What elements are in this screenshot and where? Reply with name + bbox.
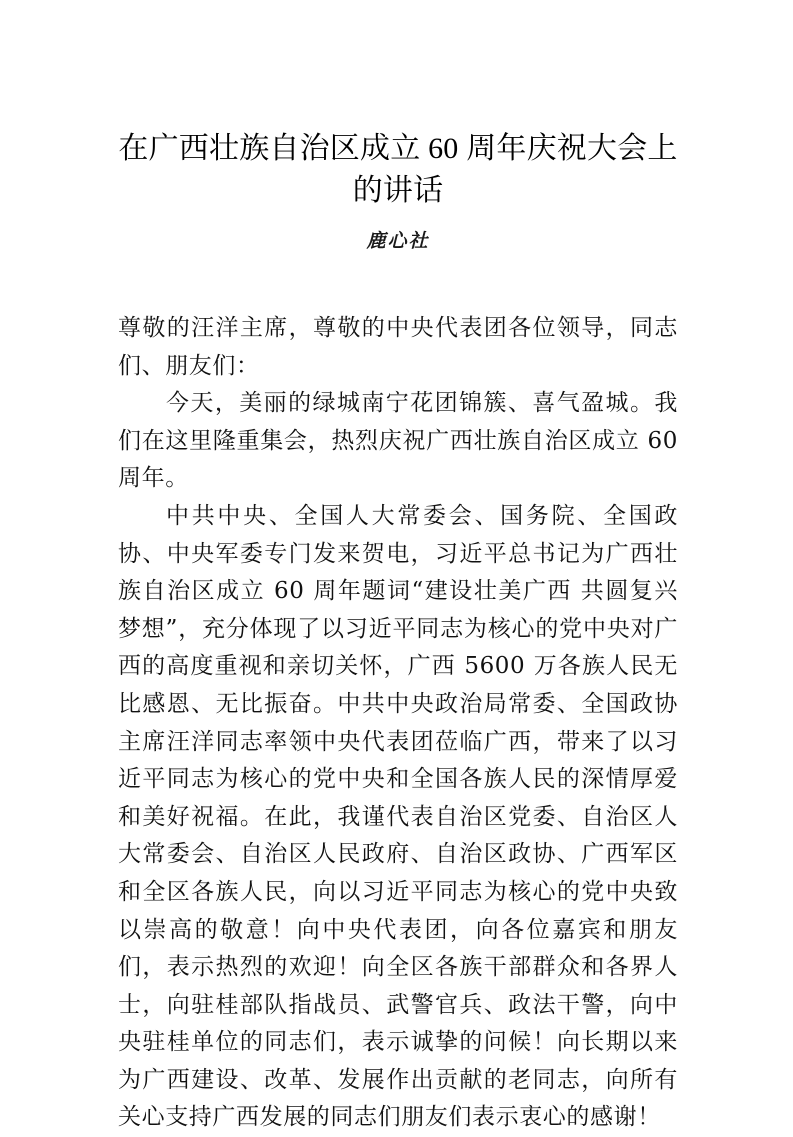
page-title: 在广西壮族自治区成立 60 周年庆祝大会上的讲话 [118,132,678,207]
document-body [118,310,678,1137]
paragraph-1: 今天，美丽的绿城南宁花团锦簇、喜气盈城。我们在这里隆重集会，热烈庆祝广西壮族自治区成立 60 周年。 [118,390,678,492]
paragraph-2: 中共中央、全国人大常委会、国务院、全国政协、中央军委专门发来贺电，习近平总书记为广西壮族自治区成立 60 周年题词“建设壮美广西 共圆复兴梦想”，充分体现了以习近平同志为核心的党中央对广西的高度重视和亲切关怀，广西 5600 万各族人民无比感恩、无比振奋。中共中央政治局常委、全国政协主席汪洋同志率领中央代表团莅临广西，带来了以习近平同志为核心的党中央和全国各族人民的深情厚爱和美好祝福。在此，我谨代表自治区党委、自治区人大常委会、自治区人民政府、自治区政协、广西军区和全区各族人民，向以习近平同志为核心的党中央致以崇高的敬意！向中央代表团，向各位嘉宾和朋友们，表示热烈的欢迎！向全区各族干部群众和各界人士，向驻桂部队指战员、武警官兵、政法干警，向中央驻桂单位的同志们，表示诚挚的问候！向长期以来为广西建设、改革、发展作出贡献的老同志，向所有关心支持广西发展的同志们朋友们表示衷心的感谢！ [118,502,678,1131]
document-header [118,128,678,254]
paragraph-salutation: 尊敬的汪洋主席，尊敬的中央代表团各位领导，同志们、朋友们： [118,315,678,379]
author-byline: 鹿心社 [366,230,430,252]
